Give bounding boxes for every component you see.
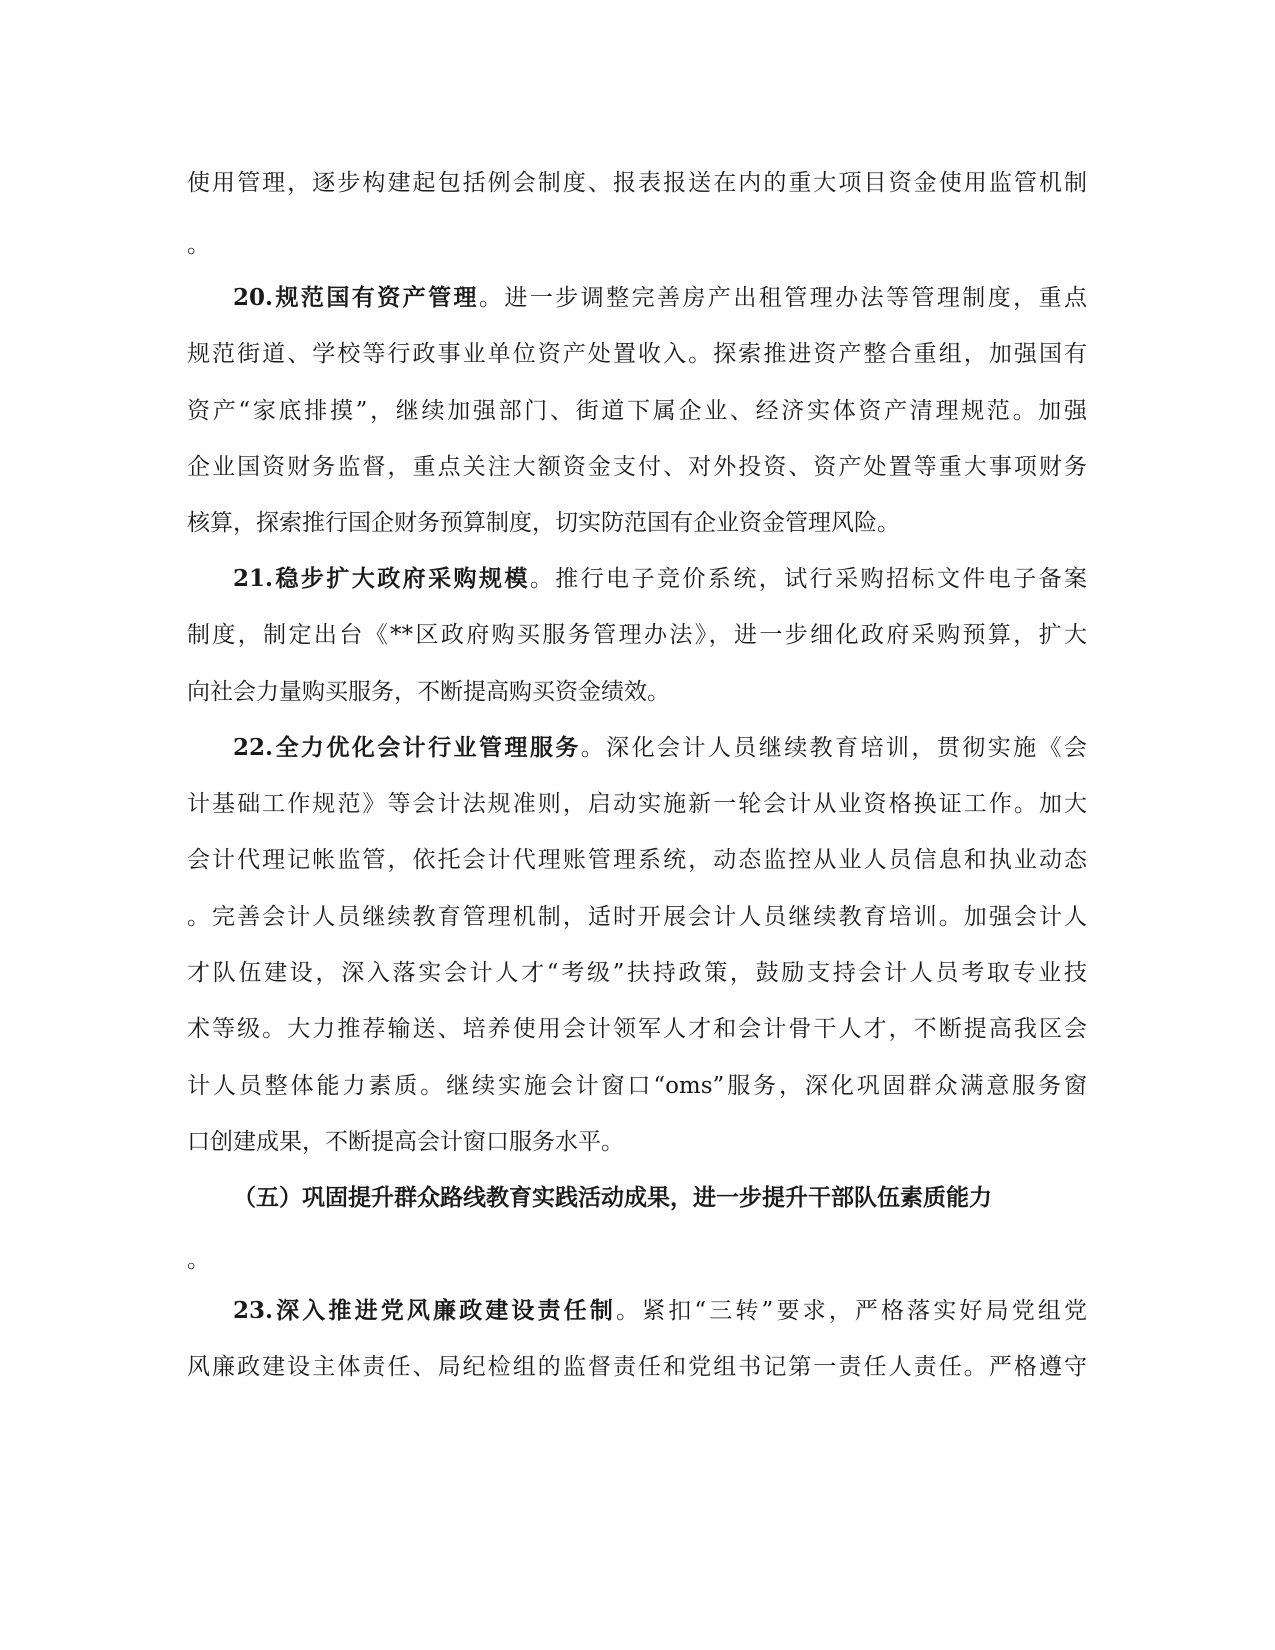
text-line xyxy=(187,677,670,707)
text-line xyxy=(187,1071,1087,1101)
text-segment: 规范街道、学校等行政事业单位资产处置收入。探索推进资产整合重组，加强国有 xyxy=(187,341,1087,367)
text-segment: 资产“家底排摸”，继续加强部门、街道下属企业、经济实体资产清理规范。加强 xyxy=(187,398,1087,424)
text-segment: 计基础工作规范》等会计法规准则，启动实施新一轮会计从业资格换证工作。加大 xyxy=(187,791,1087,817)
text-line xyxy=(187,339,1087,369)
text-segment: 核算，探索推行国企财务预算制度，切实防范国有企业资金管理风险。 xyxy=(187,510,900,536)
section-heading xyxy=(233,1183,992,1213)
text-line xyxy=(233,733,1087,763)
text-segment: 。深化会计人员继续教育培训，贯彻实施《会 xyxy=(580,735,1088,761)
item-heading: 22.全力优化会计行业管理服务 xyxy=(233,734,581,761)
text-line xyxy=(187,1014,1087,1044)
text-line xyxy=(187,396,1087,426)
text-segment: 计人员整体能力素质。继续实施会计窗口“oms”服务，深化巩固群众满意服务窗 xyxy=(187,1073,1087,1099)
text-segment: 制度，制定出台《**区政府购买服务管理办法》，进一步细化政府采购预算，扩大 xyxy=(187,622,1087,648)
text-line xyxy=(187,230,210,260)
text-line xyxy=(187,620,1087,650)
text-segment: 使用管理，逐步构建起包括例会制度、报表报送在内的重大项目资金使用监管机制 xyxy=(187,170,1087,196)
text-line xyxy=(233,1296,1087,1326)
item-heading: 20.规范国有资产管理 xyxy=(233,284,479,311)
item-heading: 23.深入推进党风廉政建设责任制 xyxy=(233,1297,616,1324)
text-line xyxy=(233,283,1087,313)
text-segment: 。 xyxy=(187,1247,210,1273)
text-segment: 才队伍建设，深入落实会计人才“考级”扶持政策，鼓励支持会计人员考取专业技 xyxy=(187,960,1087,986)
text-line xyxy=(233,564,1087,594)
text-line xyxy=(187,1127,624,1157)
text-line xyxy=(187,508,900,538)
text-line xyxy=(187,452,1087,482)
text-segment: 。紧扣“三转”要求，严格落实好局党组党 xyxy=(615,1298,1087,1324)
text-segment: 风廉政建设主体责任、局纪检组的监督责任和党组书记第一责任人责任。严格遵守 xyxy=(187,1354,1087,1380)
text-line xyxy=(187,902,1087,932)
text-segment: 向社会力量购买服务，不断提高购买资金绩效。 xyxy=(187,679,670,705)
text-segment: 。完善会计人员继续教育管理机制，适时开展会计人员继续教育培训。加强会计人 xyxy=(187,904,1087,930)
text-segment: 。进一步调整完善房产出租管理办法等管理制度，重点 xyxy=(478,285,1088,311)
text-segment: 术等级。大力推荐输送、培养使用会计领军人才和会计骨干人才，不断提高我区会 xyxy=(187,1016,1087,1042)
text-line xyxy=(187,845,1087,875)
text-line xyxy=(187,168,1087,198)
section-title: （五）巩固提升群众路线教育实践活动成果，进一步提升干部队伍素质能力 xyxy=(233,1184,992,1211)
text-segment: 口创建成果，不断提高会计窗口服务水平。 xyxy=(187,1129,624,1155)
text-line xyxy=(187,1245,210,1275)
text-line xyxy=(187,789,1087,819)
item-heading: 21.稳步扩大政府采购规模 xyxy=(233,565,530,592)
text-segment: 。 xyxy=(187,232,210,258)
text-line xyxy=(187,958,1087,988)
text-line xyxy=(187,1352,1087,1382)
text-segment: 企业国资财务监督，重点关注大额资金支付、对外投资、资产处置等重大事项财务 xyxy=(187,454,1087,480)
text-segment: 会计代理记帐监管，依托会计代理账管理系统，动态监控从业人员信息和执业动态 xyxy=(187,847,1087,873)
text-segment: 。推行电子竞价系统，试行采购招标文件电子备案 xyxy=(529,566,1088,592)
